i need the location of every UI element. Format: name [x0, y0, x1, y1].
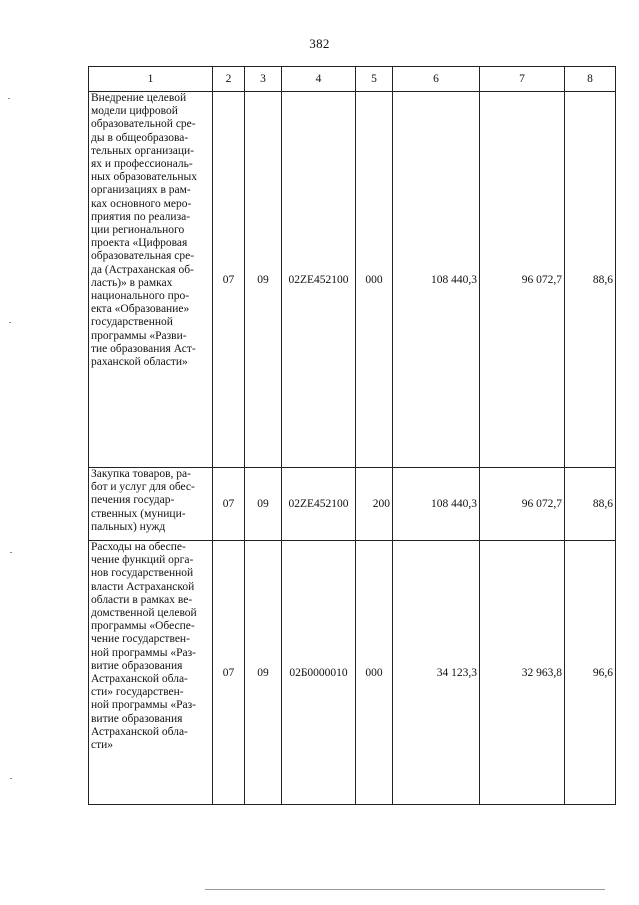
- expense-type-code: 000: [356, 92, 393, 468]
- table-row: [89, 468, 616, 541]
- budget-table: [88, 66, 616, 805]
- executed-amount: 96 072,7: [480, 92, 565, 468]
- subsection-code: 09: [245, 92, 282, 468]
- target-article-code: 02ZE452100: [282, 92, 356, 468]
- table-header-row: [89, 67, 616, 92]
- target-article-code: 02Б0000010: [282, 541, 356, 805]
- subsection-code: 09: [245, 468, 282, 541]
- execution-percent: 96,6: [565, 541, 616, 805]
- column-header: 1: [89, 67, 213, 92]
- target-article-code: 02ZE452100: [282, 468, 356, 541]
- scan-speck: [8, 98, 10, 99]
- expense-description: Закупка товаров, ра- бот и услуг для обес- печения государ- ственных (муници- пальных) нужд: [89, 468, 213, 541]
- executed-amount: 32 963,8: [480, 541, 565, 805]
- scan-speck: [10, 778, 12, 779]
- scan-speck: [9, 322, 11, 323]
- expense-type-code: 000: [356, 541, 393, 805]
- column-header: 7: [480, 67, 565, 92]
- column-header: 2: [213, 67, 245, 92]
- expense-type-code: 200: [356, 468, 393, 541]
- section-code: 07: [213, 468, 245, 541]
- subsection-code: 09: [245, 541, 282, 805]
- column-header: 6: [393, 67, 480, 92]
- table-row: [89, 541, 616, 805]
- execution-percent: 88,6: [565, 468, 616, 541]
- section-code: 07: [213, 92, 245, 468]
- planned-amount: 34 123,3: [393, 541, 480, 805]
- bottom-rule: [205, 889, 605, 890]
- expense-description: Расходы на обеспе- чение функций орга- нов государственной власти Астраханской области в рамках ве- домственной целевой программы «Обеспе- чение государствен- ной программы «Раз- витие образования Астраханской обла- сти» государствен- ной программы «Раз- витие образования Астраханской обла- сти»: [89, 541, 213, 805]
- page-number: 382: [309, 36, 330, 51]
- executed-amount: 96 072,7: [480, 468, 565, 541]
- section-code: 07: [213, 541, 245, 805]
- execution-percent: 88,6: [565, 92, 616, 468]
- column-header: 5: [356, 67, 393, 92]
- column-header: 8: [565, 67, 616, 92]
- column-header: 3: [245, 67, 282, 92]
- expense-description: Внедрение целевой модели цифровой образовательной сре- ды в общеобразова- тельных организаци- ях и профессиональ- ных образовательных организациях в рам- ках основного меро- приятия по реализа- ции регионального проекта «Цифровая образовательная сре- да (Астраханская об- ласть)» в рамках национального про- екта «Образование» государственной программы «Разви- тие образования Аст- раханской области»: [89, 92, 213, 468]
- planned-amount: 108 440,3: [393, 468, 480, 541]
- planned-amount: 108 440,3: [393, 92, 480, 468]
- scan-speck: [10, 552, 12, 553]
- table-row: [89, 92, 616, 468]
- column-header: 4: [282, 67, 356, 92]
